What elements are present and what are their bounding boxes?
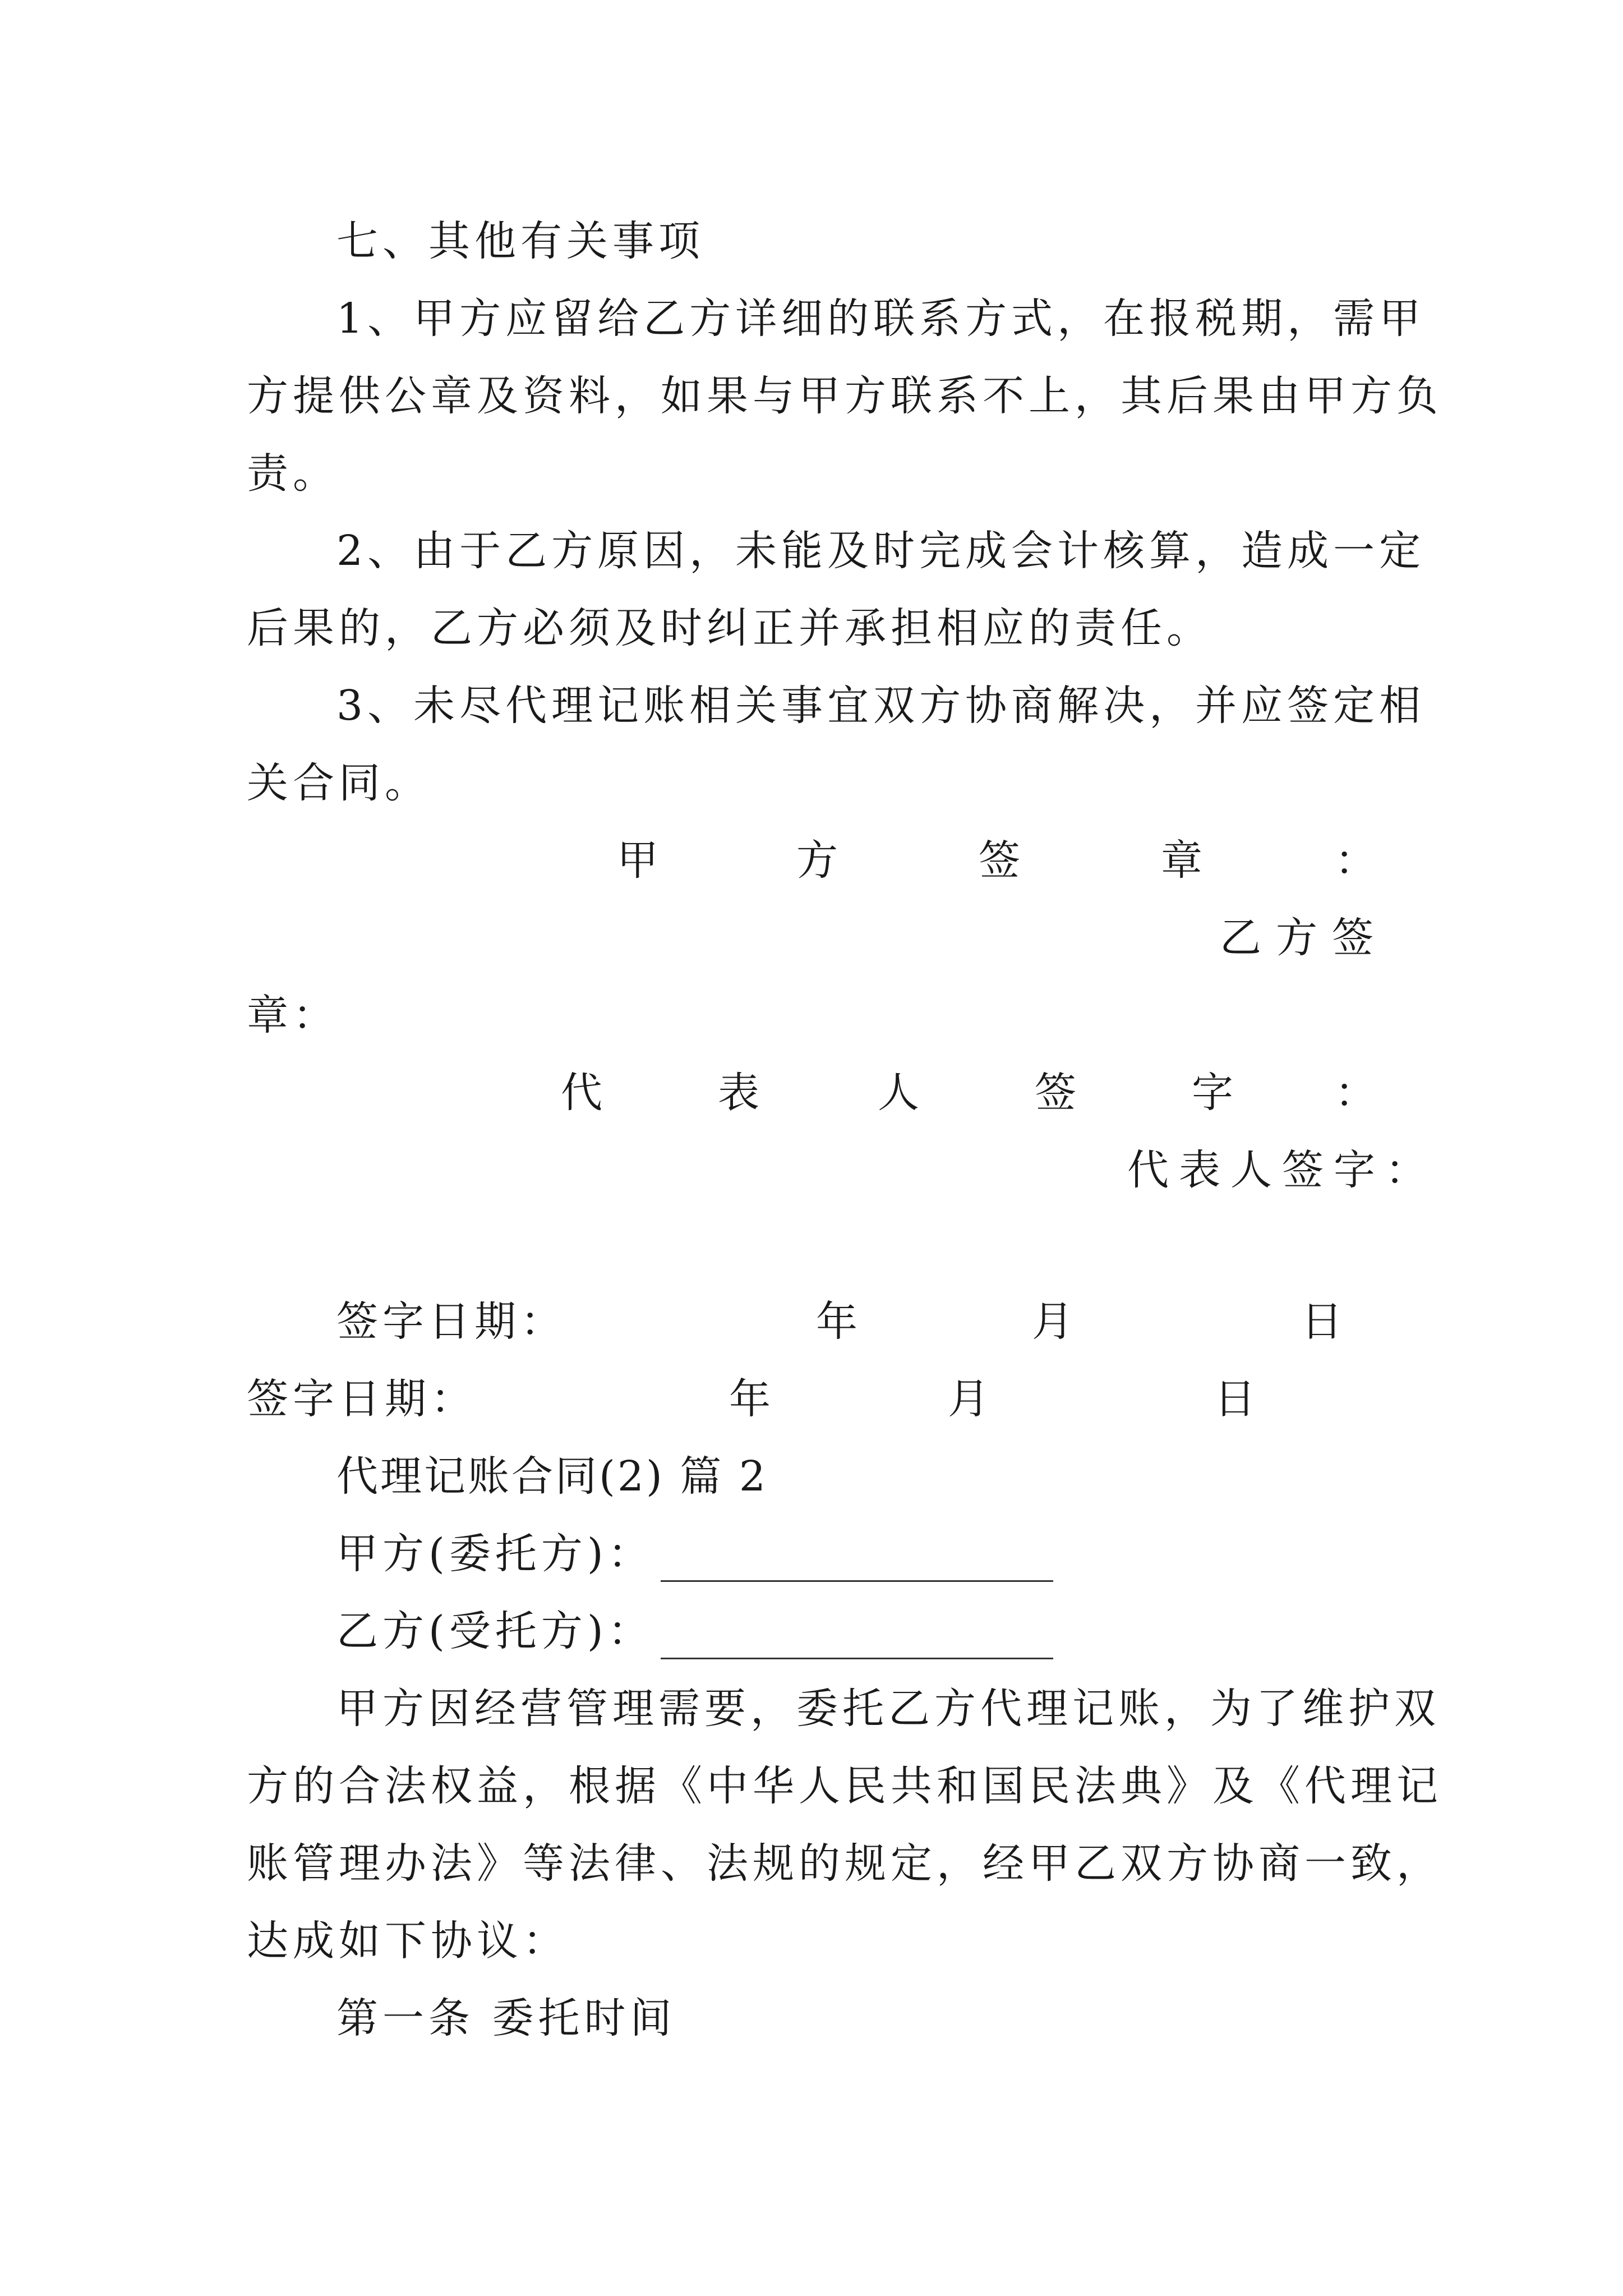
intro-line-2: 方的合法权益，根据《中华人民共和国民法典》及《代理记: [247, 1762, 1442, 1810]
rep-a-sign-row: [0, 1065, 1623, 1121]
article-1-heading: 第一条 委托时间: [336, 1994, 676, 2042]
party-a-seal-char: 甲: [617, 836, 658, 885]
date-b-month: 月: [948, 1375, 989, 1423]
rep-a-sign-char: 人: [878, 1069, 919, 1117]
party-b-seal-char: 乙: [1220, 914, 1261, 962]
party-b-label: 乙方(受托方)：: [336, 1607, 654, 1655]
paragraph-1-line-2: 方提供公章及资料，如果与甲方联系不上，其后果由甲方负: [247, 372, 1442, 420]
paragraph-1-line-1: 1、甲方应留给乙方详细的联系方式，在报税期，需甲: [336, 295, 1426, 343]
party-a-seal-char: 章: [1161, 836, 1202, 885]
party-b-seal-char: 签: [1332, 914, 1373, 962]
paragraph-2-line-1: 2、由于乙方原因，未能及时完成会计核算，造成一定: [336, 527, 1426, 575]
party-a-seal-row: [0, 832, 1623, 889]
rep-a-sign-char: 代: [561, 1069, 602, 1117]
paragraph-3-line-1: 3、未尽代理记账相关事宜双方协商解决，并应签定相: [336, 682, 1426, 730]
rep-a-sign-char: 签: [1035, 1069, 1076, 1117]
intro-line-1: 甲方因经营管理需要，委托乙方代理记账，为了维护双: [336, 1685, 1440, 1733]
date-a-day: 日: [1301, 1297, 1343, 1346]
party-b-seal-char: 方: [1276, 914, 1317, 962]
date-b-day: 日: [1214, 1375, 1256, 1423]
date-b-row: [0, 1371, 1623, 1427]
party-a-label: 甲方(委托方)：: [336, 1530, 654, 1578]
rep-a-sign-char: 表: [718, 1069, 759, 1117]
date-b-year: 年: [729, 1375, 771, 1423]
rep-a-sign-char: 字: [1192, 1069, 1233, 1117]
date-a-row: [0, 1294, 1623, 1350]
paragraph-1-line-3: 责。: [247, 449, 339, 498]
section-heading: 七、其他有关事项: [336, 217, 704, 265]
paragraph-2-line-2: 后果的，乙方必须及时纠正并承担相应的责任。: [247, 604, 1212, 652]
party-a-field-row: [336, 1526, 1481, 1582]
party-a-seal-char: 签: [979, 836, 1020, 885]
party-b-seal-row: [0, 910, 1623, 966]
party-a-seal-char: 方: [796, 836, 838, 885]
rep-b-sign: 代表人签字：: [1127, 1146, 1437, 1194]
party-b-seal-tail: 章：: [247, 991, 339, 1039]
date-a-label: 签字日期：: [336, 1297, 566, 1346]
intro-line-4: 达成如下协议：: [247, 1917, 569, 1965]
date-a-month: 月: [1032, 1297, 1073, 1346]
party-b-blank-line[interactable]: [661, 1618, 1053, 1659]
intro-line-3: 账管理办法》等法律、法规的规定，经甲乙双方协商一致，: [247, 1839, 1442, 1888]
party-a-blank-line[interactable]: [661, 1541, 1053, 1582]
contract-2-title: 代理记账合同(2) 篇 2: [336, 1452, 768, 1501]
date-a-year: 年: [816, 1297, 857, 1346]
party-b-field-row: [336, 1603, 1481, 1659]
rep-a-sign-char: ：: [1335, 1069, 1376, 1117]
party-a-seal-char: ：: [1335, 836, 1376, 885]
paragraph-3-line-2: 关合同。: [247, 759, 431, 807]
date-b-label: 签字日期：: [247, 1375, 477, 1423]
